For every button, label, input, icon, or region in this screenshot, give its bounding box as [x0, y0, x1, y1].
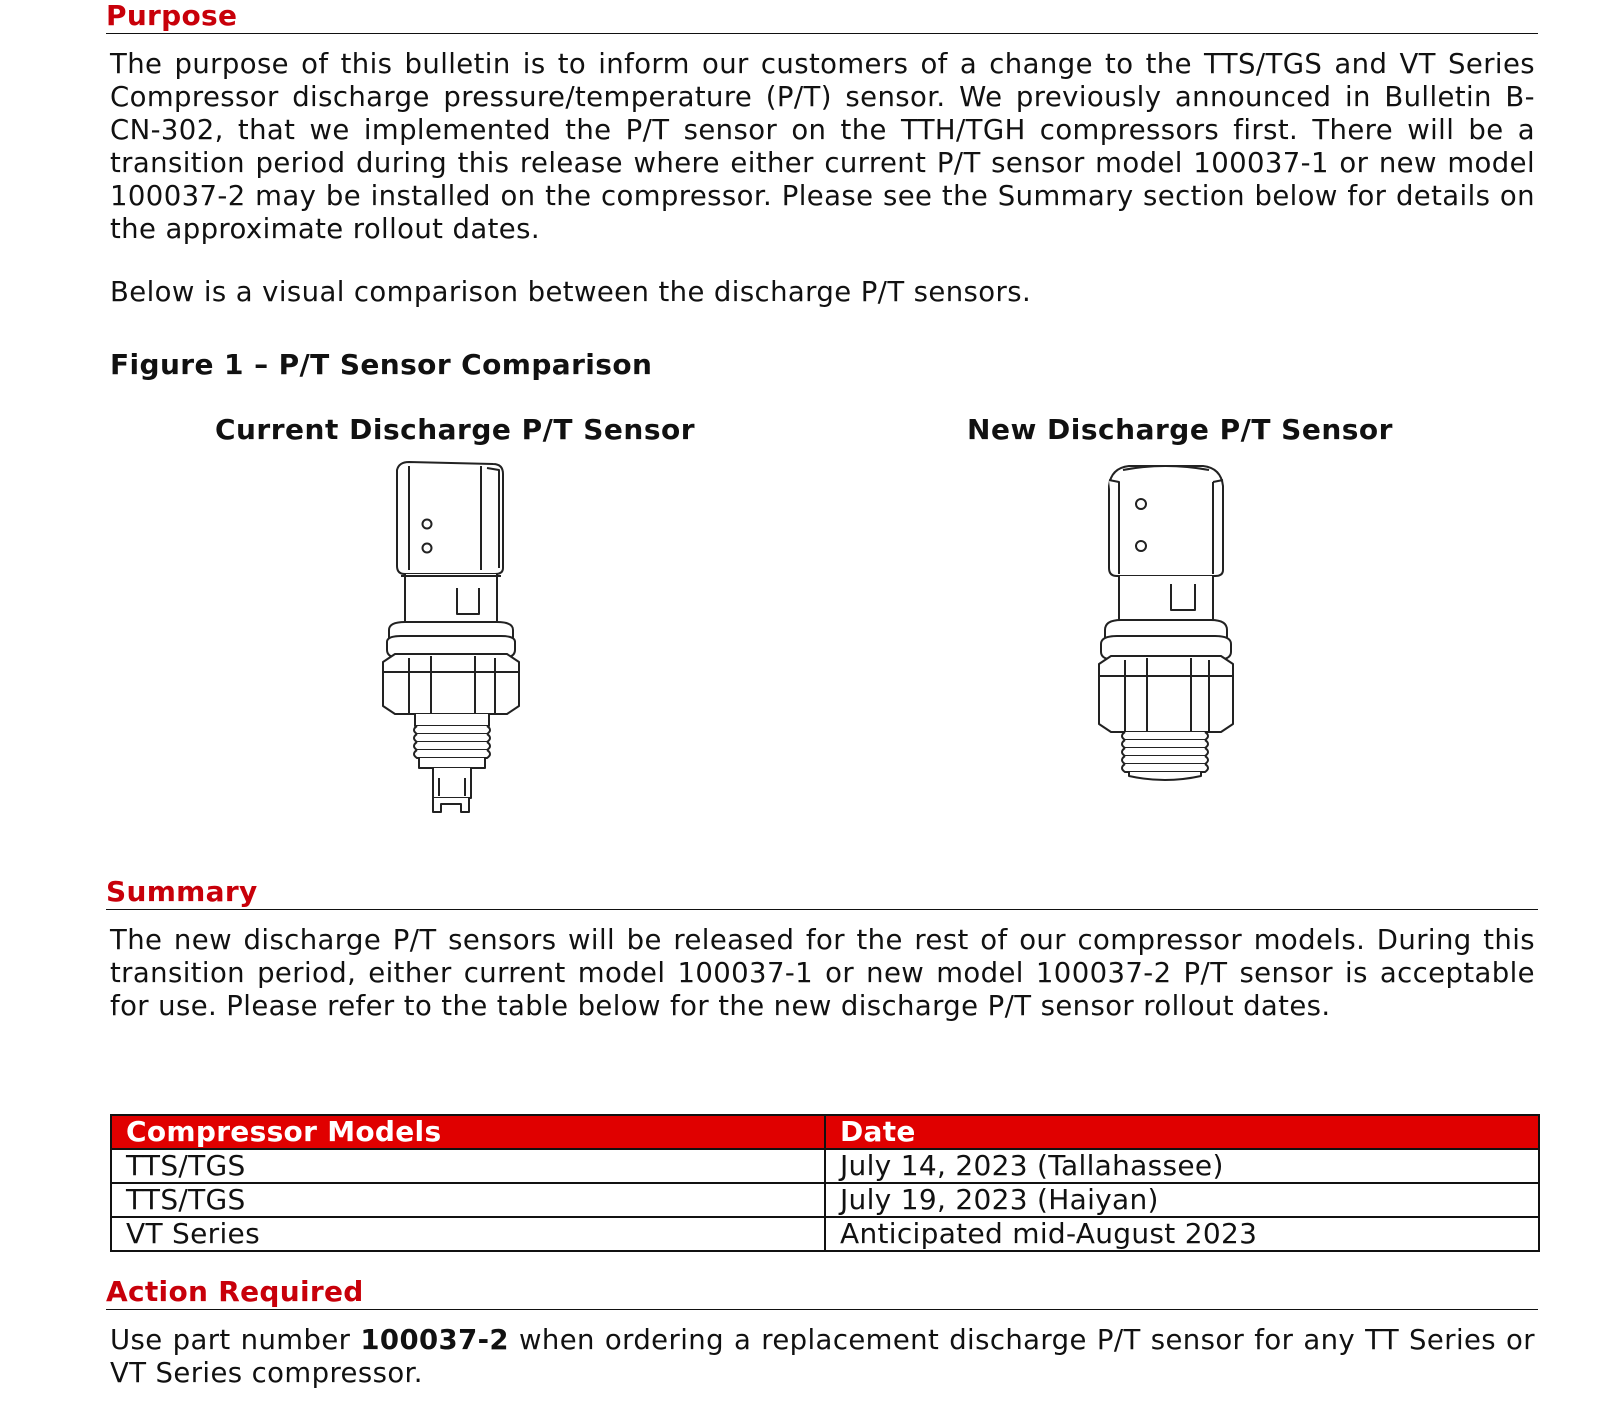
section-heading-action-required: Action Required: [106, 1276, 1538, 1310]
column-header-date: Date: [825, 1115, 1539, 1149]
action-paragraph: [110, 1324, 1535, 1390]
table-row: [111, 1217, 1539, 1251]
cell-date: Anticipated mid-August 2023: [825, 1217, 1539, 1251]
figure-title: Figure 1 – P/T Sensor Comparison: [110, 348, 653, 381]
cell-date: July 14, 2023 (Tallahassee): [825, 1149, 1539, 1183]
action-text-before: Use part number: [110, 1324, 361, 1356]
part-number: 100037-2: [360, 1324, 509, 1356]
cell-model: TTS/TGS: [111, 1149, 825, 1183]
cell-model: TTS/TGS: [111, 1183, 825, 1217]
table-row: [111, 1149, 1539, 1183]
column-header-models: Compressor Models: [111, 1115, 825, 1149]
current-sensor-label: Current Discharge P/T Sensor: [214, 413, 696, 446]
purpose-paragraph: The purpose of this bulletin is to inform our customers of a change to the TTS/TGS and VT Series Compressor discharge pressure/temperature (P/T) sensor. We previously announced in Bulletin B-CN-302, that we implemented the P/T sensor on the TTH/TGH compressors first. There will be a transition period during this release where either current P/T sensor model 100037-1 or new model 100037-2 may be installed on the compressor. Please see the Summary section below for details on the approximate rollout dates.: [110, 48, 1535, 245]
table-header-row: [111, 1115, 1539, 1149]
summary-paragraph: The new discharge P/T sensors will be released for the rest of our compressor models. During this transition period, either current model 100037-1 or new model 100037-2 P/T sensor is acceptable for use. Please refer to the table below for the new discharge P/T sensor rollout dates.: [110, 924, 1535, 1022]
rollout-table: [110, 1114, 1540, 1252]
cell-date: July 19, 2023 (Haiyan): [825, 1183, 1539, 1217]
new-sensor-label: New Discharge P/T Sensor: [967, 413, 1393, 446]
new-sensor-illustration: [1095, 458, 1255, 798]
current-sensor-illustration: [375, 458, 535, 830]
section-heading-summary: Summary: [106, 876, 1538, 910]
cell-model: VT Series: [111, 1217, 825, 1251]
comparison-intro: Below is a visual comparison between the discharge P/T sensors.: [110, 276, 1032, 308]
table-row: [111, 1183, 1539, 1217]
section-heading-purpose: Purpose: [106, 0, 1538, 34]
action-text-after: when ordering a replacement discharge P/T sensor for any TT Series or VT Series compressor.: [110, 1324, 1535, 1389]
